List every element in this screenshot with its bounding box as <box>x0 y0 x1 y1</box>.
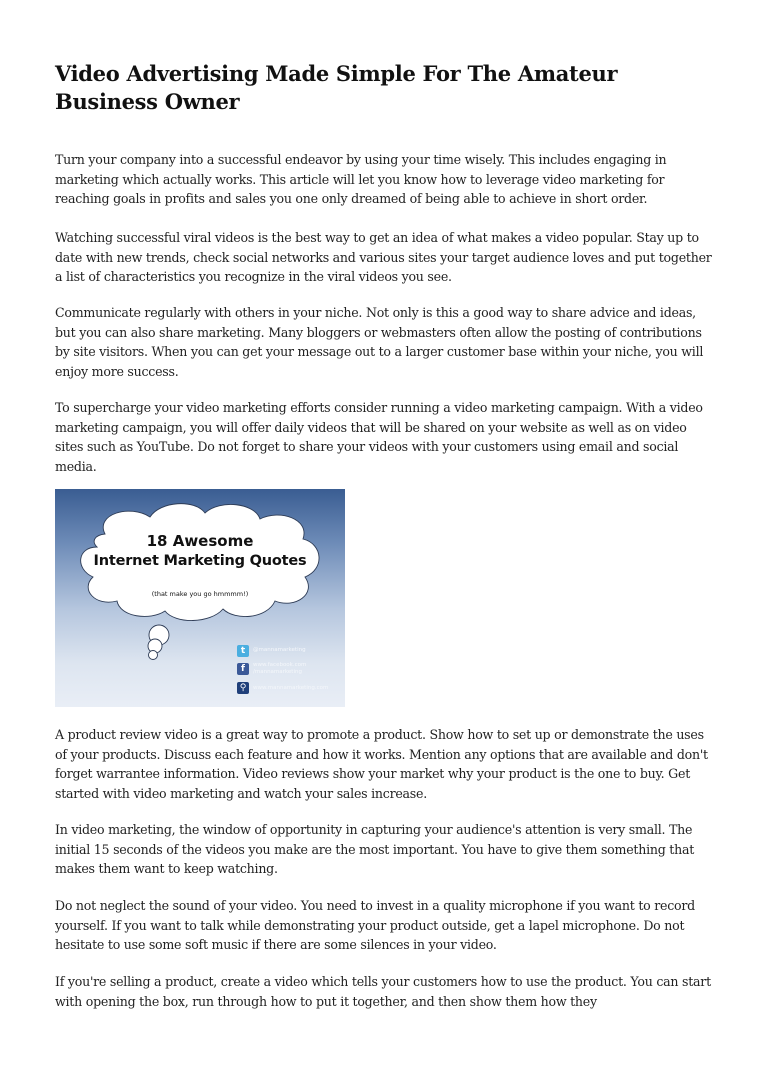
image-headline-line1: 18 Awesome <box>146 532 254 550</box>
paragraph-1: Turn your company into a successful endeavor by using your time wisely. This includes engaging in marketing which actually works. This article will let you know how to leverage video marketing for reaching goals in profits and sales you one only dreamed of being able to achieve in short order. <box>55 152 667 206</box>
link-icon: ⚲ <box>237 682 249 694</box>
website-url: www.mannamarketing.com <box>253 685 329 691</box>
marketing-quotes-image <box>55 489 345 707</box>
paragraph-3: Communicate regularly with others in your niche. Not only is this a good way to share advice and ideas, but you can also share marketing. Many bloggers or webmasters often allow the posting of contributions by site visitors. When you can get your message out to a larger customer base within your niche, you will enjoy more success. <box>55 305 704 379</box>
paragraph-8: If you're selling a product, create a video which tells your customers how to use the product. You can start with opening the box, run through how to put it together, and then show them how they <box>55 974 711 1009</box>
paragraph-5: A product review video is a great way to promote a product. Show how to set up or demonstrate the uses of your products. Discuss each feature and how it works. Mention any options that are available and don't forget warrantee information. Video reviews show your market why your product is the one to buy. Get started with video marketing and watch your sales increase. <box>55 727 708 801</box>
document-title: Video Advertising Made Simple For The Amateur Business Owner <box>55 61 618 114</box>
twitter-handle: @mannamarketing <box>253 647 306 653</box>
paragraph-7: Do not neglect the sound of your video. You need to invest in a quality microphone if you want to record yourself. If you want to talk while demonstrating your product outside, get a lapel microphone. Do not hesitate to use some soft music if there are some silences in your video. <box>55 898 695 952</box>
paragraph-2: Watching successful viral videos is the best way to get an idea of what makes a video popular. Stay up to date with new trends, check social networks and various sites your target audience loves and put together a list of characteristics you recognize in the viral videos you see. <box>55 230 712 284</box>
twitter-icon: t <box>237 645 249 657</box>
image-subtitle: (that make you go hmmmm!) <box>151 590 249 598</box>
facebook-icon: f <box>237 663 249 675</box>
facebook-url: www.facebook.com /mannamarketing <box>253 662 307 675</box>
image-headline-line2: Internet Marketing Quotes <box>93 553 307 569</box>
paragraph-6: In video marketing, the window of opportunity in capturing your audience's attention is very small. The initial 15 seconds of the videos you make are the most important. You have to give them something that makes them want to keep watching. <box>55 822 695 876</box>
paragraph-4: To supercharge your video marketing efforts consider running a video marketing campaign. With a video marketing campaign, you will offer daily videos that will be shared on your website as well as on video sites such as YouTube. Do not forget to share your videos with your customers using email and social media. <box>55 400 703 474</box>
